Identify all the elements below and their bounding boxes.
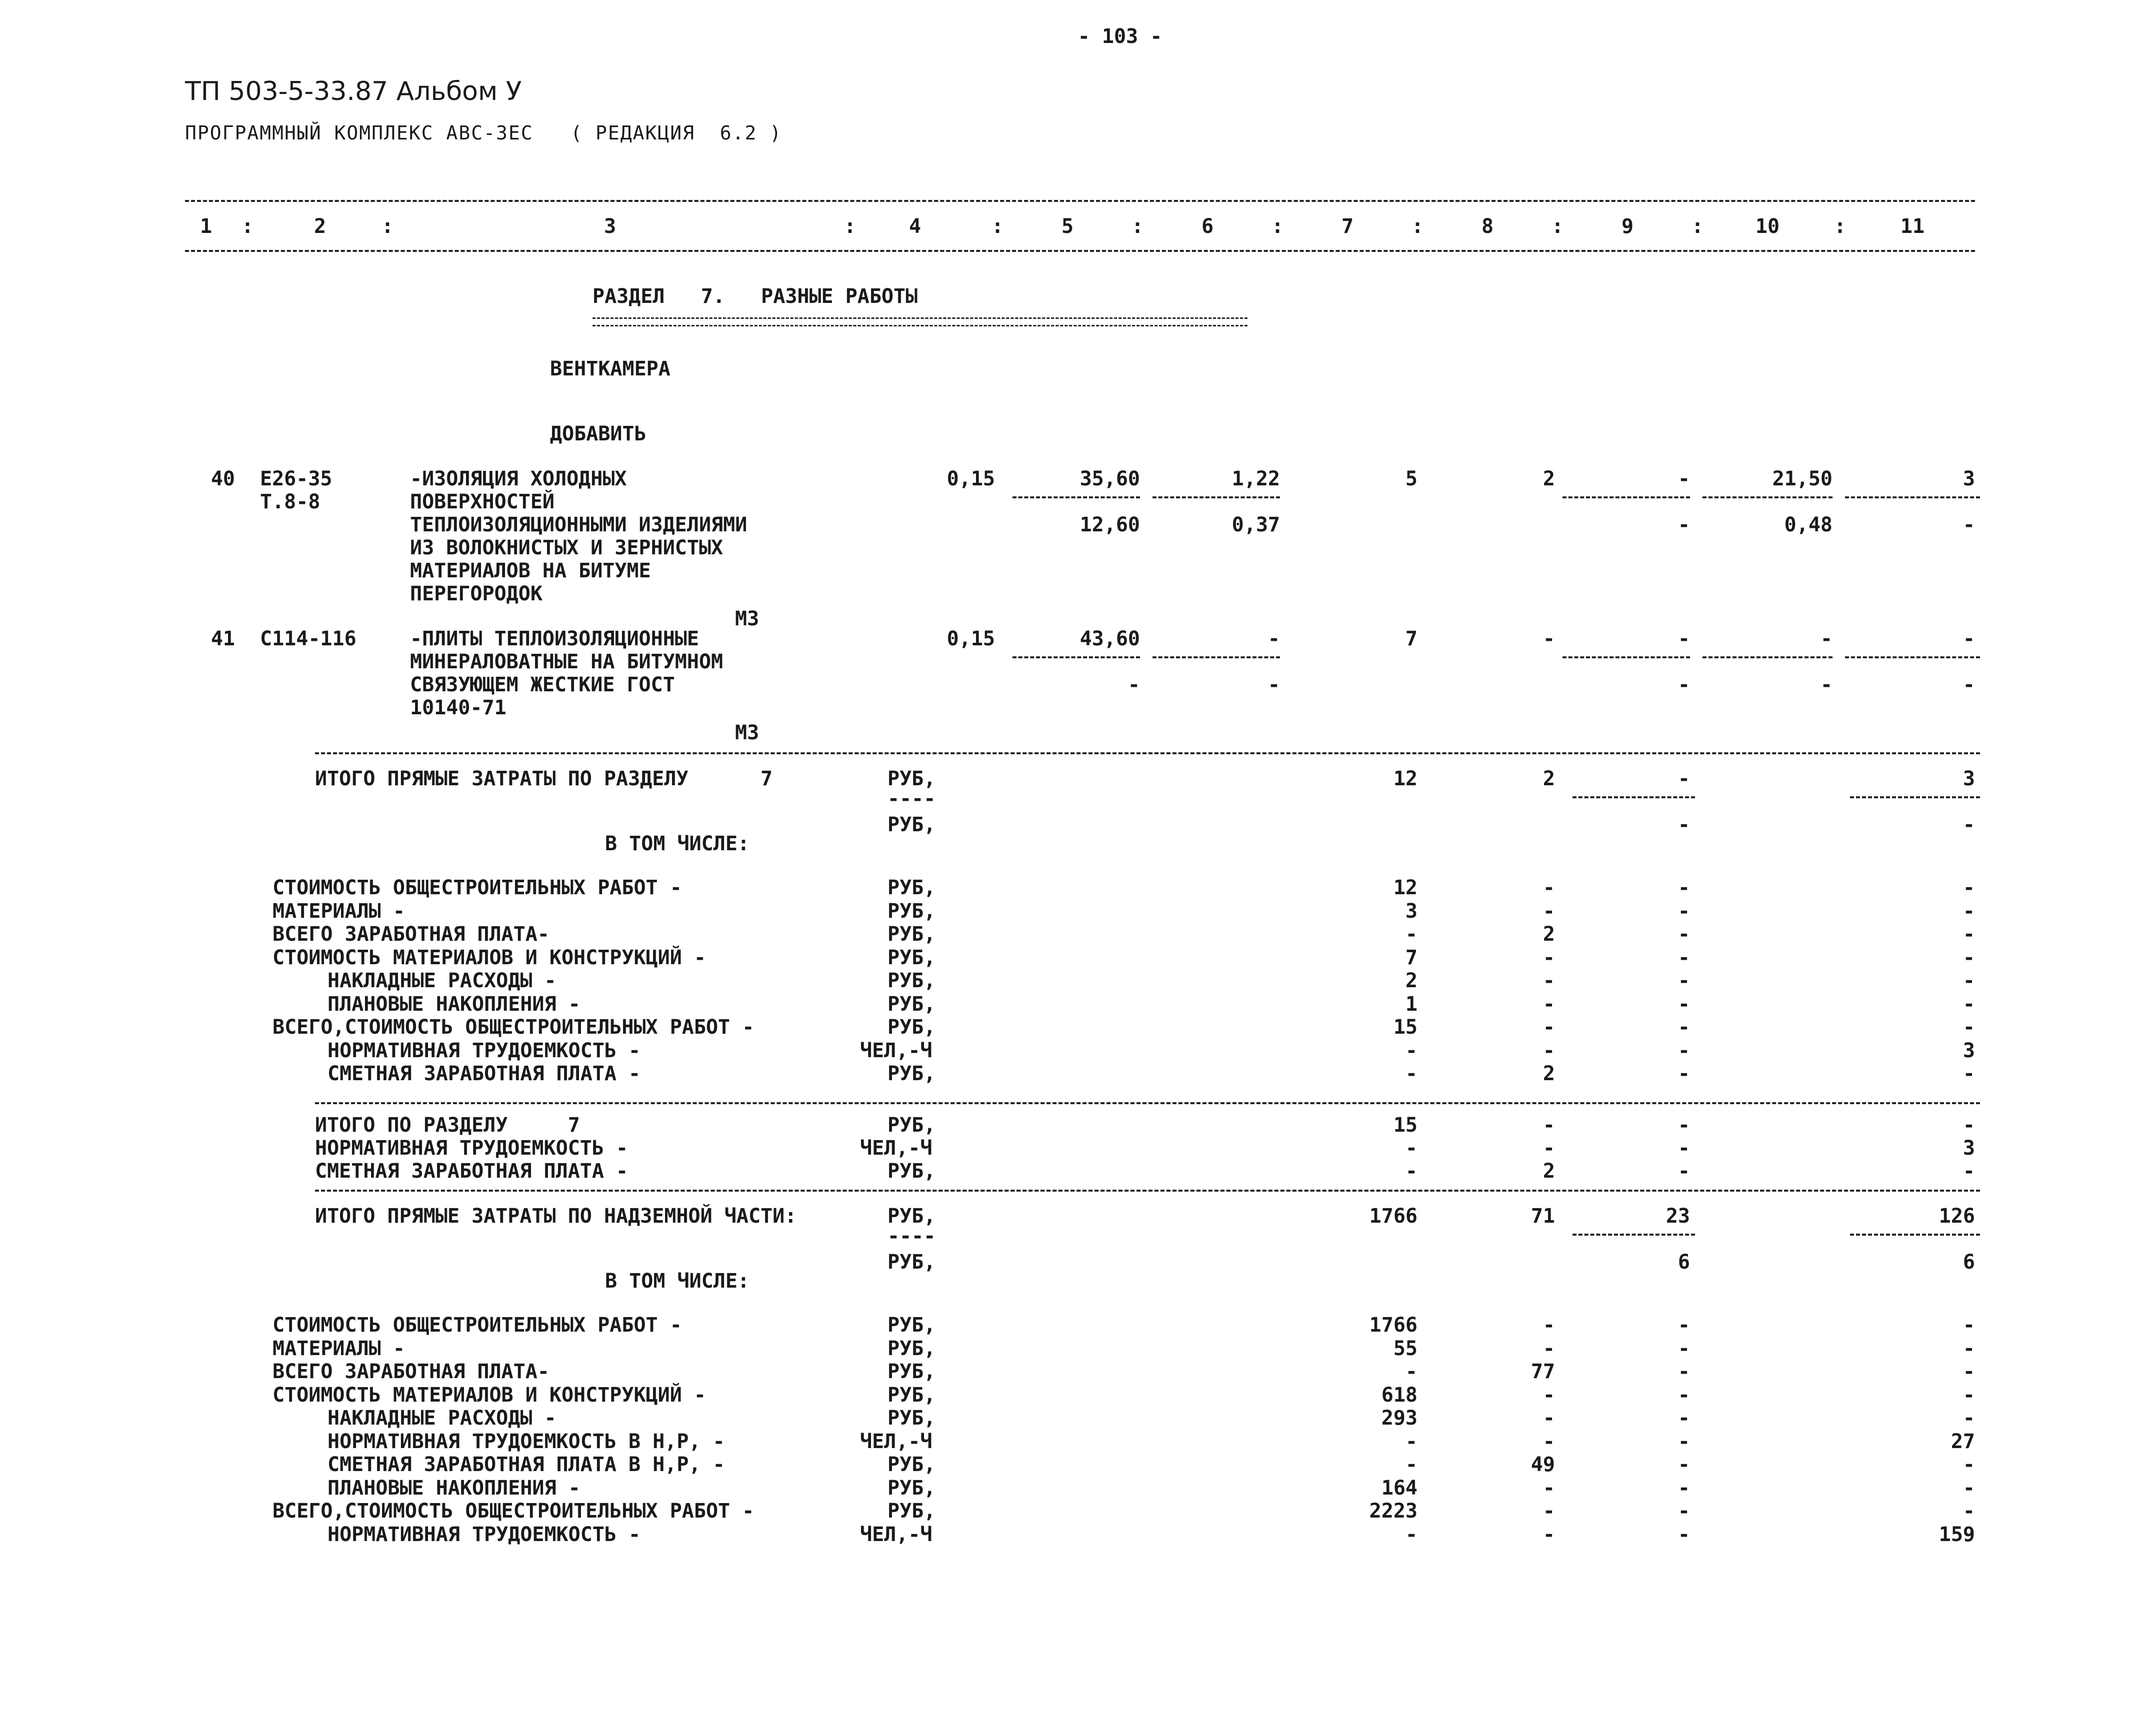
breakdown-unit: РУБ,	[888, 923, 936, 946]
breakdown-c7: -	[1405, 923, 1418, 946]
column-number: 2	[314, 215, 326, 238]
breakdown-label: ВСЕГО ЗАРАБОТНАЯ ПЛАТА-	[272, 1360, 550, 1383]
column-separator: :	[1131, 215, 1144, 238]
breakdown-c11: -	[1962, 1360, 1975, 1383]
summary-c7: 12	[1393, 767, 1418, 790]
cell-c5-sub: -	[1128, 673, 1140, 696]
breakdown-label: ПЛАНОВЫЕ НАКОПЛЕНИЯ -	[328, 992, 580, 1016]
cell-rule	[1572, 1234, 1695, 1236]
cell-c11: 3	[1962, 467, 1975, 490]
breakdown-c9: -	[1678, 899, 1690, 923]
breakdown-c7: 1766	[1369, 1314, 1418, 1337]
breakdown-c9: -	[1678, 923, 1690, 946]
cell-rule	[1702, 656, 1832, 658]
cell-c10-sub: -	[1820, 673, 1832, 696]
breakdown-c11: -	[1962, 1476, 1975, 1500]
breakdown-c8: -	[1542, 876, 1555, 899]
breakdown-label: СМЕТНАЯ ЗАРАБОТНАЯ ПЛАТА В Н,Р, -	[328, 1453, 725, 1476]
breakdown-label: ПЛАНОВЫЕ НАКОПЛЕНИЯ -	[328, 1476, 580, 1500]
column-separator: :	[381, 215, 394, 238]
summary-c8: 71	[1530, 1205, 1555, 1228]
breakdown-c11: 159	[1938, 1523, 1975, 1546]
including-label: В ТОМ ЧИСЛЕ:	[605, 832, 750, 855]
breakdown-label: СТОИМОСТЬ МАТЕРИАЛОВ И КОНСТРУКЦИЙ -	[272, 946, 706, 969]
breakdown-label: НОРМАТИВНАЯ ТРУДОЕМКОСТЬ В Н,Р, -	[328, 1430, 725, 1453]
breakdown-c11: -	[1962, 1016, 1975, 1039]
breakdown-c8: -	[1542, 1383, 1555, 1407]
column-separator: :	[241, 215, 254, 238]
breakdown-unit: РУБ,	[888, 1407, 936, 1430]
cell-rule	[1572, 796, 1695, 798]
section-total-label: ИТОГО ПО РАЗДЕЛУ 7	[315, 1114, 580, 1137]
item-number: 40	[210, 467, 235, 490]
breakdown-c9: -	[1678, 1039, 1690, 1062]
breakdown-c8: -	[1542, 1500, 1555, 1523]
column-separator: :	[1271, 215, 1284, 238]
summary-unit-dash: ----	[888, 787, 936, 810]
section-total-c7: 15	[1393, 1114, 1418, 1137]
breakdown-c11: -	[1962, 1314, 1975, 1337]
summary-label: ИТОГО ПРЯМЫЕ ЗАТРАТЫ ПО НАДЗЕМНОЙ ЧАСТИ:	[315, 1205, 797, 1228]
breakdown-unit: ЧЕЛ,-Ч	[860, 1039, 932, 1062]
item-description: ТЕПЛОИЗОЛЯЦИОННЫМИ ИЗДЕЛИЯМИ	[410, 513, 748, 536]
breakdown-label: НОРМАТИВНАЯ ТРУДОЕМКОСТЬ -	[328, 1039, 641, 1062]
breakdown-c11: 3	[1962, 1039, 1975, 1062]
cell-c7: 5	[1405, 467, 1418, 490]
breakdown-c11: 27	[1950, 1430, 1975, 1453]
breakdown-c9: -	[1678, 1337, 1690, 1360]
breakdown-unit: РУБ,	[888, 1383, 936, 1407]
cell-rule	[1702, 496, 1832, 498]
item-code: С114-116	[260, 627, 356, 650]
breakdown-c11: -	[1962, 946, 1975, 969]
column-number: 11	[1900, 215, 1925, 238]
breakdown-c8: 2	[1542, 923, 1555, 946]
cell-c8: -	[1542, 627, 1555, 650]
breakdown-c8: -	[1542, 992, 1555, 1016]
breakdown-unit: РУБ,	[888, 1360, 936, 1383]
breakdown-label: СТОИМОСТЬ МАТЕРИАЛОВ И КОНСТРУКЦИЙ -	[272, 1383, 706, 1407]
item-code: Т.8-8	[260, 490, 320, 513]
doc-subtitle: ПРОГРАММНЫЙ КОМПЛЕКС АВС-3ЕС ( РЕДАКЦИЯ 6.2 )	[185, 122, 782, 144]
summary-c11: 3	[1962, 767, 1975, 790]
breakdown-c8: -	[1542, 1523, 1555, 1546]
cell-rule	[1152, 496, 1280, 498]
item-description: МИНЕРАЛОВАТНЫЕ НА БИТУМНОМ	[410, 650, 724, 673]
section-total-c9: -	[1678, 1114, 1690, 1137]
cell-c5: 43,60	[1080, 627, 1140, 650]
cell-c9: -	[1678, 467, 1690, 490]
breakdown-c9: -	[1678, 1314, 1690, 1337]
breakdown-c7: -	[1405, 1430, 1418, 1453]
breakdown-label: НОРМАТИВНАЯ ТРУДОЕМКОСТЬ -	[328, 1523, 641, 1546]
cell-rule	[1562, 496, 1690, 498]
section-title: РАЗДЕЛ 7. РАЗНЫЕ РАБОТЫ	[592, 285, 918, 308]
summary-rule	[315, 1190, 1980, 1192]
summary-unit: РУБ,	[888, 1205, 936, 1228]
section-total-c9: -	[1678, 1137, 1690, 1160]
breakdown-c11: -	[1962, 1383, 1975, 1407]
page-number: - 103 -	[1078, 25, 1162, 48]
cell-rule	[1850, 1234, 1980, 1236]
breakdown-c7: 293	[1381, 1407, 1418, 1430]
section-total-c9: -	[1678, 1160, 1690, 1183]
doc-title: ТП 503-5-33.87 Альбом У	[185, 76, 522, 106]
cell-rule	[1012, 496, 1140, 498]
breakdown-unit: РУБ,	[888, 1314, 936, 1337]
breakdown-c9: -	[1678, 1523, 1690, 1546]
breakdown-c7: 55	[1393, 1337, 1418, 1360]
breakdown-c7: -	[1405, 1039, 1418, 1062]
breakdown-c7: 15	[1393, 1016, 1418, 1039]
breakdown-c7: -	[1405, 1453, 1418, 1476]
item-description: МАТЕРИАЛОВ НА БИТУМЕ	[410, 559, 651, 582]
column-number: 10	[1755, 215, 1780, 238]
cell-rule	[1562, 656, 1690, 658]
column-number: 4	[908, 215, 922, 238]
column-number: 5	[1061, 215, 1074, 238]
breakdown-c8: -	[1542, 1039, 1555, 1062]
summary-rule	[315, 752, 1980, 754]
breakdown-unit: РУБ,	[888, 992, 936, 1016]
item-description: -ИЗОЛЯЦИЯ ХОЛОДНЫХ	[410, 467, 627, 490]
section-total-c11: -	[1962, 1114, 1975, 1137]
breakdown-c8: -	[1542, 946, 1555, 969]
cell-rule	[1845, 496, 1980, 498]
item-code: Е26-35	[260, 467, 332, 490]
breakdown-c7: 2223	[1369, 1500, 1418, 1523]
summary-c8: 2	[1542, 767, 1555, 790]
cell-c5-sub: 12,60	[1080, 513, 1140, 536]
cell-c11-sub: -	[1962, 513, 1975, 536]
breakdown-c8: -	[1542, 1407, 1555, 1430]
item-description: -ПЛИТЫ ТЕПЛОИЗОЛЯЦИОННЫЕ	[410, 627, 699, 650]
room-name: ВЕНТКАМЕРА	[550, 357, 670, 380]
breakdown-c7: 3	[1405, 899, 1418, 923]
cell-c6: 1,22	[1232, 467, 1280, 490]
breakdown-c11: -	[1962, 969, 1975, 992]
section-total-c11: -	[1962, 1160, 1975, 1183]
item-description: ИЗ ВОЛОКНИСТЫХ И ЗЕРНИСТЫХ	[410, 536, 724, 559]
breakdown-unit: РУБ,	[888, 1500, 936, 1523]
breakdown-c11: -	[1962, 899, 1975, 923]
breakdown-unit: РУБ,	[888, 1016, 936, 1039]
summary-c9: 23	[1666, 1205, 1690, 1228]
cell-c7: 7	[1405, 627, 1418, 650]
summary-c11-sub: 6	[1962, 1251, 1975, 1274]
breakdown-c9: -	[1678, 992, 1690, 1016]
breakdown-unit: РУБ,	[888, 1062, 936, 1085]
breakdown-c8: -	[1542, 1337, 1555, 1360]
section-total-c8: -	[1542, 1114, 1555, 1137]
section-total-c11: 3	[1962, 1137, 1975, 1160]
breakdown-c9: -	[1678, 1500, 1690, 1523]
summary-c11: 126	[1938, 1205, 1975, 1228]
section-total-label: СМЕТНАЯ ЗАРАБОТНАЯ ПЛАТА -	[315, 1160, 628, 1183]
breakdown-label: НАКЛАДНЫЕ РАСХОДЫ -	[328, 1407, 556, 1430]
breakdown-c7: 7	[1405, 946, 1418, 969]
breakdown-c9: -	[1678, 1476, 1690, 1500]
breakdown-unit: РУБ,	[888, 946, 936, 969]
section-total-c7: -	[1405, 1137, 1418, 1160]
including-label: В ТОМ ЧИСЛЕ:	[605, 1270, 750, 1293]
breakdown-c8: -	[1542, 899, 1555, 923]
item-qty: 0,15	[946, 627, 995, 650]
cell-c10-sub: 0,48	[1784, 513, 1832, 536]
breakdown-c9: -	[1678, 1453, 1690, 1476]
breakdown-c8: 77	[1530, 1360, 1555, 1383]
cell-rule	[1845, 656, 1980, 658]
breakdown-c11: -	[1962, 876, 1975, 899]
cell-rule	[1012, 656, 1140, 658]
breakdown-c11: -	[1962, 1337, 1975, 1360]
breakdown-label: МАТЕРИАЛЫ -	[272, 1337, 405, 1360]
column-separator: :	[1834, 215, 1846, 238]
breakdown-label: СТОИМОСТЬ ОБЩЕСТРОИТЕЛЬНЫХ РАБОТ -	[272, 876, 682, 899]
breakdown-c9: -	[1678, 1430, 1690, 1453]
section-total-label: НОРМАТИВНАЯ ТРУДОЕМКОСТЬ -	[315, 1137, 628, 1160]
cell-c9-sub: -	[1678, 673, 1690, 696]
summary-c9-sub: -	[1678, 813, 1690, 836]
cell-c6-sub: 0,37	[1232, 513, 1280, 536]
summary-unit-dash: ----	[888, 1225, 936, 1248]
breakdown-c7: 618	[1381, 1383, 1418, 1407]
breakdown-c8: -	[1542, 1314, 1555, 1337]
breakdown-c9: -	[1678, 876, 1690, 899]
breakdown-c7: 2	[1405, 969, 1418, 992]
section-total-rule	[315, 1102, 1980, 1104]
section-total-c8: 2	[1542, 1160, 1555, 1183]
cell-c11-sub: -	[1962, 673, 1975, 696]
cell-c9: -	[1678, 627, 1690, 650]
item-description: СВЯЗУЮЩЕМ ЖЕСТКИЕ ГОСТ	[410, 673, 675, 696]
breakdown-unit: ЧЕЛ,-Ч	[860, 1523, 932, 1546]
header-rule-top	[185, 200, 1975, 202]
breakdown-c9: -	[1678, 1360, 1690, 1383]
breakdown-c11: -	[1962, 1407, 1975, 1430]
breakdown-unit: РУБ,	[888, 1476, 936, 1500]
breakdown-c11: -	[1962, 923, 1975, 946]
summary-unit: РУБ,	[888, 767, 936, 790]
section-total-unit: РУБ,	[888, 1160, 936, 1183]
column-separator: :	[1691, 215, 1704, 238]
summary-c9-sub: 6	[1678, 1251, 1690, 1274]
header-rule-bottom	[185, 250, 1975, 252]
cell-c9-sub: -	[1678, 513, 1690, 536]
breakdown-c7: 1	[1405, 992, 1418, 1016]
column-number: 3	[604, 215, 616, 238]
breakdown-label: МАТЕРИАЛЫ -	[272, 899, 405, 923]
breakdown-unit: ЧЕЛ,-Ч	[860, 1430, 932, 1453]
breakdown-c8: -	[1542, 1430, 1555, 1453]
cell-c6: -	[1268, 627, 1280, 650]
breakdown-c9: -	[1678, 1407, 1690, 1430]
breakdown-c11: -	[1962, 992, 1975, 1016]
breakdown-label: СТОИМОСТЬ ОБЩЕСТРОИТЕЛЬНЫХ РАБОТ -	[272, 1314, 682, 1337]
breakdown-c9: -	[1678, 1062, 1690, 1085]
breakdown-unit: РУБ,	[888, 876, 936, 899]
item-number: 41	[210, 627, 235, 650]
item-qty: 0,15	[946, 467, 995, 490]
summary-unit-2: РУБ,	[888, 1251, 936, 1274]
section-total-c7: -	[1405, 1160, 1418, 1183]
column-number: 9	[1621, 215, 1634, 238]
breakdown-c8: -	[1542, 969, 1555, 992]
item-description: ПЕРЕГОРОДОК	[410, 582, 542, 605]
breakdown-unit: РУБ,	[888, 1453, 936, 1476]
cell-rule	[1152, 656, 1280, 658]
breakdown-c8: -	[1542, 1016, 1555, 1039]
breakdown-c7: 12	[1393, 876, 1418, 899]
summary-unit-2: РУБ,	[888, 813, 936, 836]
item-description: ПОВЕРХНОСТЕЙ	[410, 490, 554, 513]
cell-c6-sub: -	[1268, 673, 1280, 696]
breakdown-unit: РУБ,	[888, 1337, 936, 1360]
breakdown-label: СМЕТНАЯ ЗАРАБОТНАЯ ПЛАТА -	[328, 1062, 641, 1085]
breakdown-c8: -	[1542, 1476, 1555, 1500]
column-number: 1	[200, 215, 212, 238]
cell-c11: -	[1962, 627, 1975, 650]
summary-label: ИТОГО ПРЯМЫЕ ЗАТРАТЫ ПО РАЗДЕЛУ 7	[315, 767, 773, 790]
action-label: ДОБАВИТЬ	[550, 422, 646, 445]
section-title-underline	[592, 317, 1248, 326]
breakdown-c8: 49	[1530, 1453, 1555, 1476]
column-separator: :	[844, 215, 856, 238]
breakdown-label: ВСЕГО ЗАРАБОТНАЯ ПЛАТА-	[272, 923, 550, 946]
column-number: 6	[1201, 215, 1214, 238]
breakdown-unit: РУБ,	[888, 969, 936, 992]
item-unit: М3	[735, 721, 760, 744]
breakdown-c9: -	[1678, 1016, 1690, 1039]
breakdown-c8: 2	[1542, 1062, 1555, 1085]
column-separator: :	[991, 215, 1004, 238]
breakdown-label: ВСЕГО,СТОИМОСТЬ ОБЩЕСТРОИТЕЛЬНЫХ РАБОТ -	[272, 1016, 754, 1039]
breakdown-c9: -	[1678, 969, 1690, 992]
breakdown-c9: -	[1678, 1383, 1690, 1407]
breakdown-c7: -	[1405, 1523, 1418, 1546]
breakdown-c7: -	[1405, 1062, 1418, 1085]
breakdown-c11: -	[1962, 1500, 1975, 1523]
column-separator: :	[1551, 215, 1564, 238]
breakdown-c11: -	[1962, 1062, 1975, 1085]
cell-rule	[1850, 796, 1980, 798]
breakdown-c11: -	[1962, 1453, 1975, 1476]
cell-c10: -	[1820, 627, 1832, 650]
item-unit: М3	[735, 607, 760, 630]
column-number: 7	[1341, 215, 1354, 238]
column-separator: :	[1411, 215, 1424, 238]
breakdown-c7: 164	[1381, 1476, 1418, 1500]
summary-c9: -	[1678, 767, 1690, 790]
breakdown-c7: -	[1405, 1360, 1418, 1383]
section-total-unit: РУБ,	[888, 1114, 936, 1137]
summary-c11-sub: -	[1962, 813, 1975, 836]
breakdown-label: ВСЕГО,СТОИМОСТЬ ОБЩЕСТРОИТЕЛЬНЫХ РАБОТ -	[272, 1500, 754, 1523]
breakdown-unit: РУБ,	[888, 899, 936, 923]
item-description: 10140-71	[410, 696, 506, 719]
cell-c10: 21,50	[1772, 467, 1832, 490]
breakdown-label: НАКЛАДНЫЕ РАСХОДЫ -	[328, 969, 556, 992]
summary-c7: 1766	[1369, 1205, 1418, 1228]
section-total-unit: ЧЕЛ,-Ч	[860, 1137, 932, 1160]
breakdown-c9: -	[1678, 946, 1690, 969]
cell-c5: 35,60	[1080, 467, 1140, 490]
cell-c8: 2	[1542, 467, 1555, 490]
column-number: 8	[1481, 215, 1494, 238]
section-total-c8: -	[1542, 1137, 1555, 1160]
